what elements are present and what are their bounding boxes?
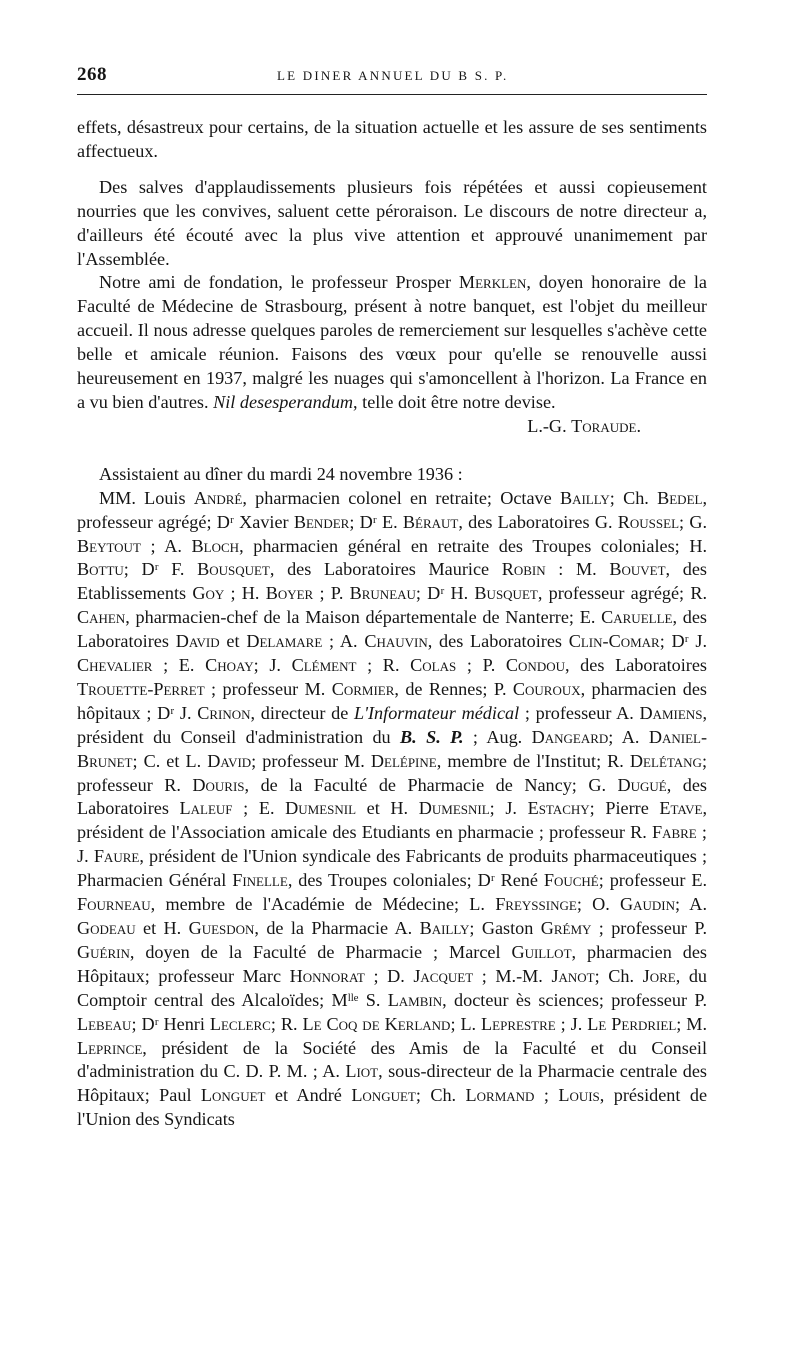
- page-header: [77, 64, 707, 95]
- attendance-intro: Assistaient au dîner du mardi 24 novembre 1936 :: [99, 463, 463, 484]
- page-number: 268: [77, 64, 107, 85]
- author-signature: L.-G. Toraude.: [527, 415, 641, 436]
- person-name: Merklen: [458, 272, 527, 293]
- paragraph-continuation: effets, désastreux pour certains, de la situation actuelle et les assure de ses sentiments affectueux.: [77, 117, 707, 161]
- body-text: [77, 116, 707, 1132]
- paragraph-applause: Des salves d'applaudissements plusieurs fois répétées et aussi copieusement nourries que les convives, saluent cette péroraison. Le discours de notre directeur a, d'ailleurs été écouté avec la plus vive attention et approuvé unanimement par l'Assemblée.: [77, 176, 707, 269]
- paragraph-merklen: Notre ami de fondation, le professeur Prosper Merklen, doyen honoraire de la Faculté de Médecine de Strasbourg, présent à notre banquet, est l'objet du meilleur accueil. Il nous adresse quelques paroles de remerciement sur lesquelles s'achève cette belle et amicale réunion. Faisons des vœux pour qu'elle se renouvelle aussi heureusement en 1937, malgré les nuages qui s'amoncellent à l'horizon. La France en a vu bien d'autres. Nil desesperandum, telle doit être notre devise.: [77, 272, 707, 412]
- attendee-list: MM. Louis André, pharmacien colonel en retraite; Octave Bailly; Ch. Bedel, professeur agrégé; Dʳ Xavier Bender; Dʳ E. Béraut, des Laboratoires G. Roussel; G. Beytout ; A. Bloch, pharmacien général en retraite des Troupes coloniales; H. Bottu; Dʳ F. Bousquet, des Laboratoires Maurice Robin : M. Bouvet, des Etablissements Goy ; H. Boyer ; P. Bruneau; Dʳ H. Busquet, professeur agrégé; R. Cahen, pharmacien-chef de la Maison départementale de Nanterre; E. Caruelle, des Laboratoires David et Delamare ; A. Chauvin, des Laboratoires Clin-Comar; Dʳ J. Chevalier ; E. Choay; J. Clément ; R. Colas ; P. Condou, des Laboratoires Trouette-Perret ; professeur M. Cormier, de Rennes; P. Couroux, pharmacien des hôpitaux ; Dʳ J. Crinon, directeur de L'Informateur médical ; professeur A. Damiens, président du Conseil d'administration du B. S. P. ; Aug. Dangeard; A. Daniel-Brunet; C. et L. David; professeur M. Delépine, membre de l'Institut; R. Delétang; professeur R. Douris, de la Faculté de Pharmacie de Nancy; G. Dugué, des Laboratoires Laleuf ; E. Dumesnil et H. Dumesnil; J. Estachy; Pierre Etave, président de l'Association amicale des Etudiants en pharmacie ; professeur R. Fabre ; J. Faure, président de l'Union syndicale des Fabricants de produits pharmaceutiques ; Pharmacien Général Finelle, des Troupes coloniales; Dʳ René Fouché; professeur E. Fourneau, membre de l'Académie de Médecine; L. Freyssinge; O. Gaudin; A. Godeau et H. Guesdon, de la Pharmacie A. Bailly; Gaston Grémy ; professeur P. Guérin, doyen de la Faculté de Pharmacie ; Marcel Guillot, pharmacien des Hôpitaux; professeur Marc Honnorat ; D. Jacquet ; M.-M. Janot; Ch. Jore, du Comptoir central des Alcaloïdes; Mˡˡᵉ S. Lambin, docteur ès sciences; professeur P. Lebeau; Dʳ Henri Leclerc; R. Le Coq de Kerland; L. Leprestre ; J. Le Perdriel; M. Leprince, président de la Société des Amis de la Faculté et du Conseil d'administration du C. D. P. M. ; A. Liot, sous-directeur de la Pharmacie centrale des Hôpitaux; Paul Longuet et André Longuet; Ch. Lormand ; Louis, président de l'Union des Syndicats: [77, 487, 708, 1130]
- running-head: LE DINER ANNUEL DU B S. P.: [277, 68, 509, 83]
- latin-motto: Nil desesperandum: [213, 391, 354, 412]
